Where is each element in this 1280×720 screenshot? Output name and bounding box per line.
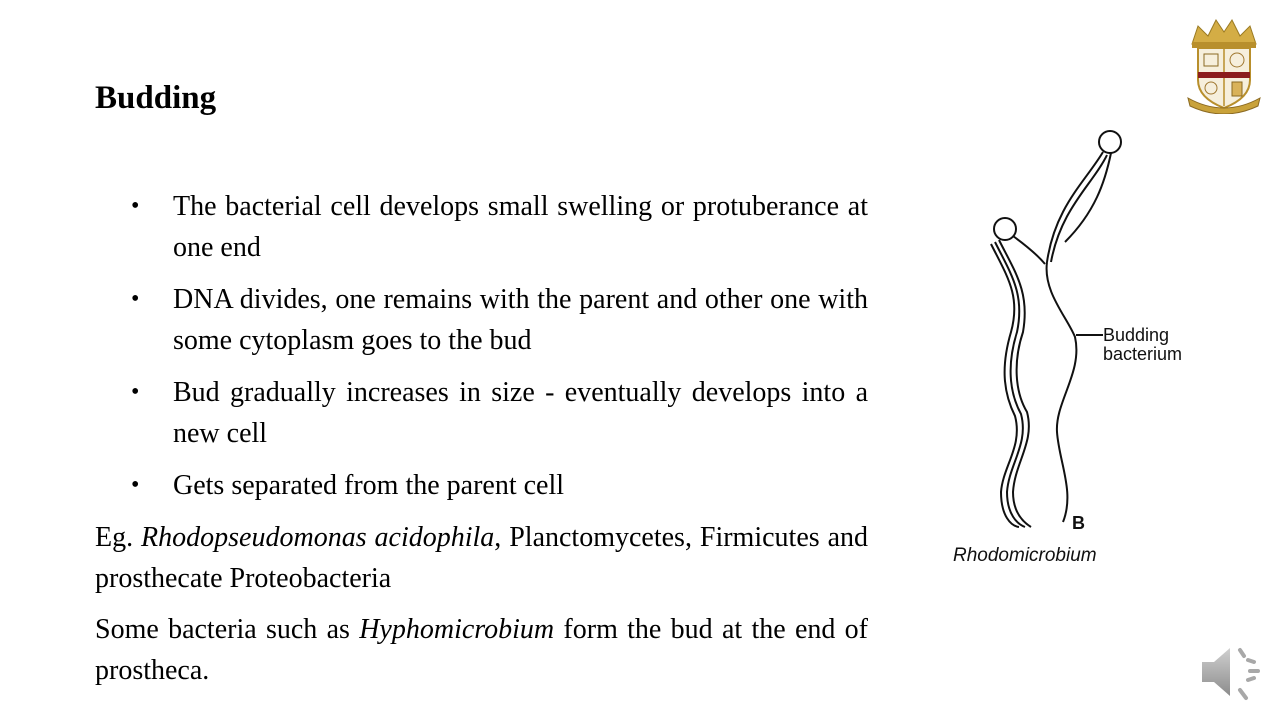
slide-content [95,186,868,701]
slide-title: Budding [95,80,217,116]
example-suffix: , Planctomycetes, Firmicutes and prosthecate Proteobacteria [95,522,869,594]
note-prefix: Some bacteria such as [95,614,360,645]
figure-label [1103,326,1182,364]
bullet-icon: • [131,379,140,405]
figure-caption: Rhodomicrobium [953,545,1097,566]
budding-bacterium-drawing [935,122,1235,582]
label-line-1: Budding [1103,325,1170,345]
bullet-icon: • [131,286,140,312]
example-prefix: Eg. [95,522,142,553]
bullet-item [95,465,868,506]
speaker-icon [1198,640,1266,704]
bullet-item [95,372,868,454]
audio-speaker-button[interactable] [1198,640,1266,704]
bullet-text: Bud gradually increases in size - eventually develops into a new cell [173,377,868,449]
note-genus: Hyphomicrobium [359,614,555,645]
bullet-icon: • [131,193,140,219]
bullet-list [95,186,868,506]
bullet-text: DNA divides, one remains with the parent and other one with some cytoplasm goes to the bud [173,284,868,356]
note-suffix: form the bud at the end of prostheca. [95,614,868,686]
crest-icon [1184,14,1264,114]
college-crest-logo [1184,14,1264,114]
panel-letter: B [1072,513,1085,533]
bullet-text: The bacterial cell develops small swelling or protuberance at one end [173,191,868,263]
example-paragraph [95,517,868,599]
bullet-text: Gets separated from the parent cell [173,470,565,501]
bullet-icon: • [131,472,140,498]
note-paragraph [95,609,868,691]
example-species: Rhodopseudomonas acidophila [141,522,495,553]
label-line-2: bacterium [1103,344,1183,364]
rhodomicrobium-figure [935,122,1235,582]
bullet-item [95,279,868,361]
bullet-item [95,186,868,268]
